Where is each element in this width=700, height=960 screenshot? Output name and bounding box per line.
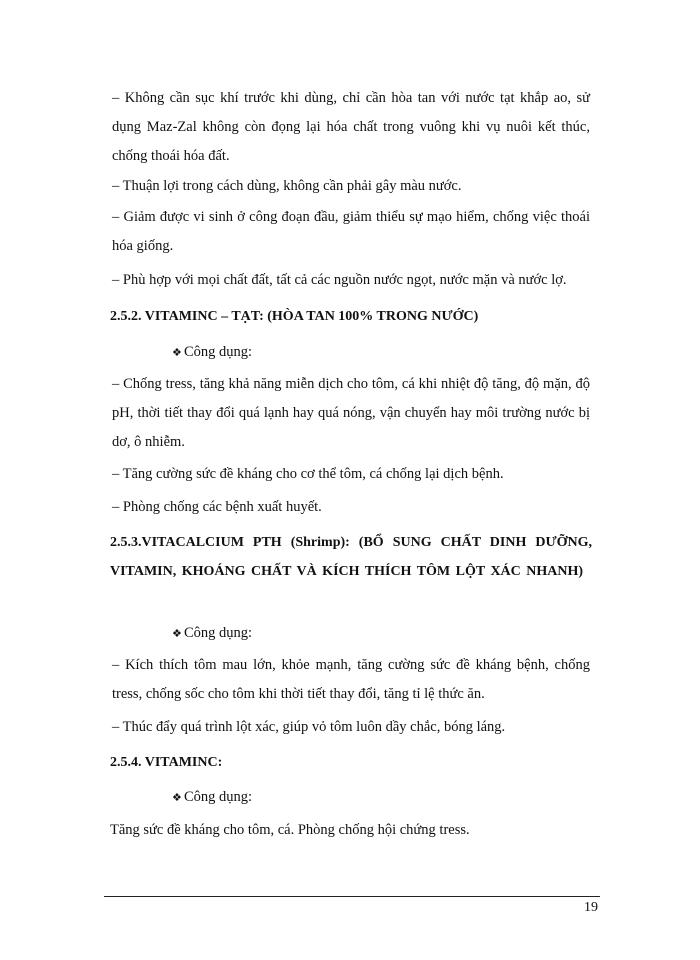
subheading-uses-3: [172, 783, 252, 813]
diamond-bullet-icon: ❖: [172, 628, 182, 640]
paragraph-molting: – Thúc đẩy quá trình lột xác, giúp vỏ tôm luôn dầy chắc, bóng láng.: [112, 719, 506, 735]
section-heading-2-5-3: 2.5.3.VITACALCIUM PTH (Shrimp): (BỔ SUNG CHẤT DINH DƯỠNG, VITAMIN, KHOÁNG CHẤT VÀ KÍCH THÍCH TÔM LỘT XÁC NHANH): [110, 535, 592, 579]
subheading-uses-2: [172, 619, 252, 649]
page-number: 19: [584, 900, 598, 915]
subheading-label: Công dụng:: [184, 625, 253, 641]
paragraph-suitability: – Phù hợp với mọi chất đất, tất cả các nguồn nước ngọt, nước mặn và nước lợ.: [112, 272, 567, 288]
subheading-label: Công dụng:: [184, 789, 253, 805]
section-heading-2-5-2: 2.5.2. VITAMINC – TẠT: (HÒA TAN 100% TRONG NƯỚC): [110, 309, 479, 324]
paragraph-convenience: – Thuận lợi trong cách dùng, không cần phải gây màu nước.: [112, 178, 462, 194]
paragraph-hemorrhage: – Phòng chống các bệnh xuất huyết.: [112, 499, 322, 515]
paragraph-reduce-risk: – Giảm được vi sinh ở công đoạn đầu, giảm thiểu sự mạo hiểm, chống việc thoái hóa giống.: [112, 209, 590, 254]
paragraph-growth: – Kích thích tôm mau lớn, khỏe mạnh, tăng cường sức đề kháng bệnh, chống tress, chống sốc cho tôm khi thời tiết thay đổi, tăng tỉ lệ thức ăn.: [112, 657, 590, 702]
diamond-bullet-icon: ❖: [172, 347, 182, 359]
paragraph-resistance: – Tăng cường sức đề kháng cho cơ thể tôm, cá chống lại dịch bệnh.: [112, 466, 504, 482]
paragraph-mazzal-usage: – Không cần sục khí trước khi dùng, chỉ cần hòa tan với nước tạt khắp ao, sử dụng Maz-Zal không còn đọng lại hóa chất trong vuông khi vụ nuôi kết thúc, chống thoái hóa đất.: [112, 90, 590, 164]
diamond-bullet-icon: ❖: [172, 792, 182, 804]
subheading-label: Công dụng:: [184, 344, 253, 360]
section-heading-2-5-4: 2.5.4. VITAMINC:: [110, 755, 223, 770]
paragraph-anti-stress: – Chống tress, tăng khả năng miễn dịch cho tôm, cá khi nhiệt độ tăng, độ mặn, độ pH, thời tiết thay đổi quá lạnh hay quá nóng, vận chuyển hay môi trường nước bị dơ, ô nhiễm.: [112, 376, 590, 450]
footer-divider: [104, 896, 600, 897]
paragraph-vitaminc-benefit: Tăng sức đề kháng cho tôm, cá. Phòng chống hội chứng tress.: [110, 822, 470, 838]
subheading-uses-1: [172, 338, 252, 368]
